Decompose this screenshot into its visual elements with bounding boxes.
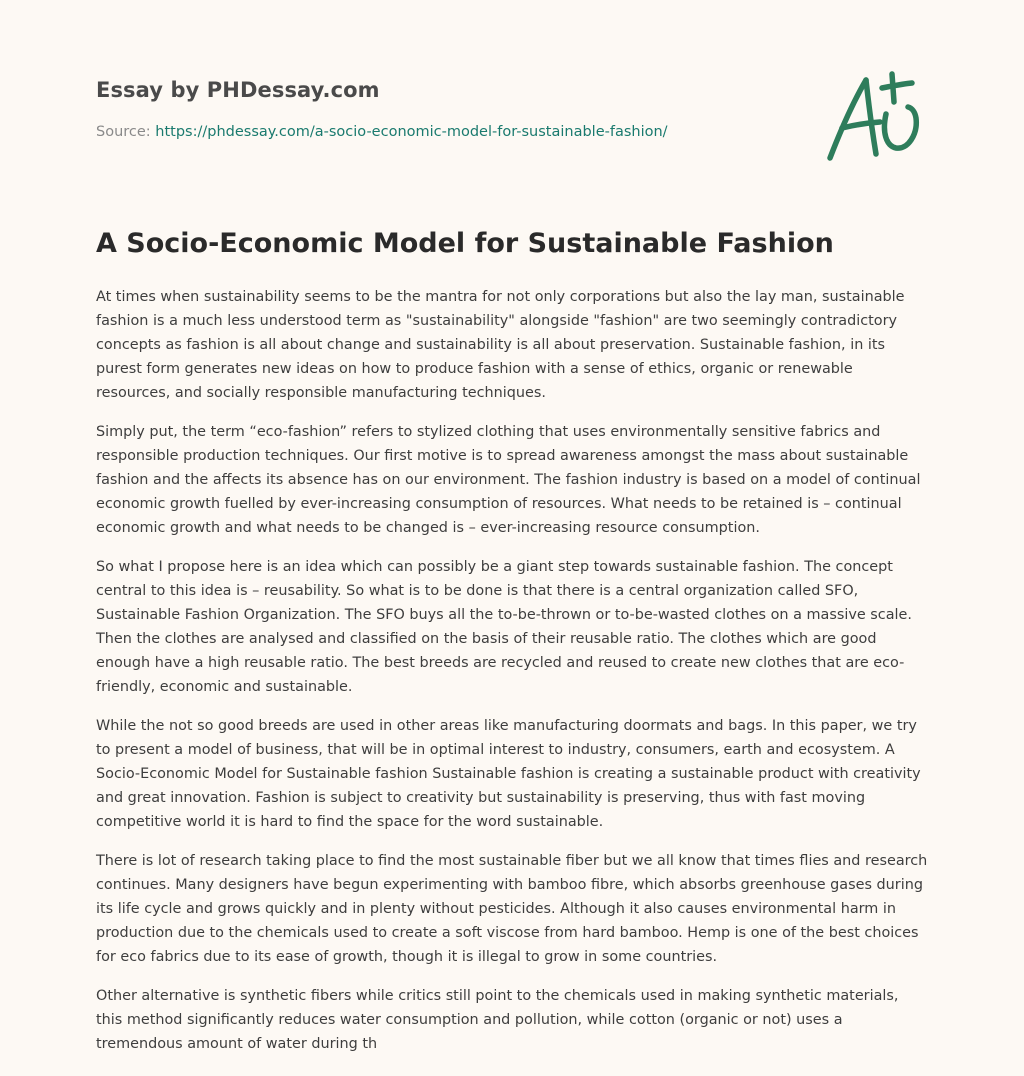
essay-paragraph: While the not so good breeds are used in other areas like manufacturing doormats and bags. In this paper, we try to present a model of business, that will be in optimal interest to industry, consumers, earth and ecosystem. A Socio-Economic Model for Sustainable fashion Sustainable fashion is creating a sustainable product with creativity and great innovation. Fashion is subject to creativity but sustainability is preserving, thus with fast moving competitive world it is hard to find the space for the word sustainable. <box>96 718 921 830</box>
essay-paragraph: Simply put, the term “eco-fashion” refers to stylized clothing that uses environmentally sensitive fabrics and responsible production techniques. Our first motive is to spread awareness amongst the mass about sustainable fashion and the affects its absence has on our environment. The fashion industry is based on a model of continual economic growth fuelled by ever-increasing consumption of resources. What needs to be retained is – continual economic growth and what needs to be changed is – ever-increasing resource consumption. <box>96 424 921 536</box>
a-plus-logo-icon <box>822 62 932 172</box>
essay-title: A Socio-Economic Model for Sustainable Fashion <box>96 228 834 259</box>
essay-paragraph: There is lot of research taking place to find the most sustainable fiber but we all know that times flies and research continues. Many designers have begun experimenting with bamboo fibre, which absorbs greenhouse gases during its life cycle and grows quickly and in plenty without pesticides. Although it also causes environmental harm in production due to the chemicals used to create a soft viscose from hard bamboo. Hemp is one of the best choices for eco fabrics due to its ease of growth, though it is illegal to grow in some countries. <box>96 853 928 965</box>
source-label: Source: <box>96 124 156 140</box>
essay-paragraph: At times when sustainability seems to be the mantra for not only corporations but also the lay man, sustainable fashion is a much less understood term as "sustainability" alongside "fashion" are two seemingly contradictory concepts as fashion is all about change and sustainability is all about preservation. Sustainable fashion, in its purest form generates new ideas on how to produce fashion with a sense of ethics, organic or renewable resources, and socially responsible manufacturing techniques. <box>96 289 905 401</box>
source-link[interactable]: https://phdessay.com/a-socio-economic-model-for-sustainable-fashion/ <box>155 124 668 140</box>
essay-paragraph: So what I propose here is an idea which can possibly be a giant step towards sustainable fashion. The concept central to this idea is – reusability. So what is to be done is that there is a central organization called SFO, Sustainable Fashion Organization. The SFO buys all the to-be-thrown or to-be-wasted clothes on a massive scale. Then the clothes are analysed and classified on the basis of their reusable ratio. The clothes which are good enough have a high reusable ratio. The best breeds are recycled and reused to create new clothes that are eco-friendly, economic and sustainable. <box>96 559 912 695</box>
brand-title: Essay by PHDessay.com <box>96 78 380 102</box>
essay-body <box>96 285 928 1071</box>
source-line <box>96 124 668 140</box>
essay-paragraph: Other alternative is synthetic fibers while critics still point to the chemicals used in making synthetic materials, this method significantly reduces water consumption and pollution, while cotton (organic or not) uses a tremendous amount of water during th <box>96 988 899 1052</box>
